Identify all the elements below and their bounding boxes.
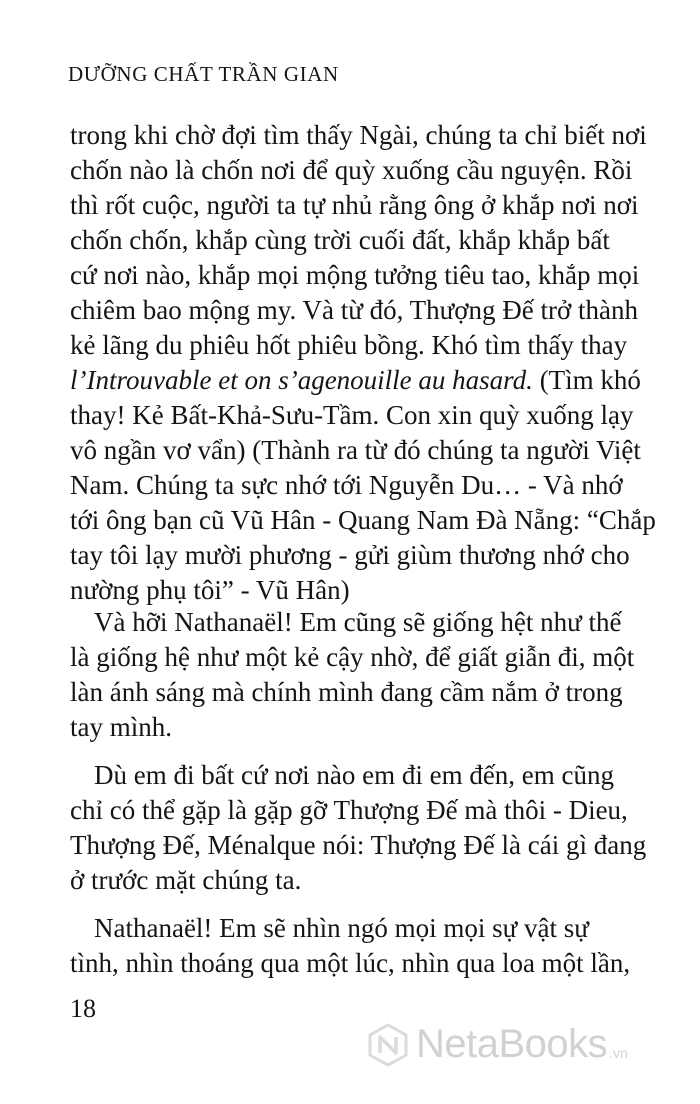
text-line: Nathanaël! Em sẽ nhìn ngó mọi mọi sự vật sự (94, 913, 589, 943)
text-line: chốn nào là chốn nơi để quỳ xuống cầu nguyện. Rồi (70, 155, 633, 185)
watermark (366, 1022, 628, 1067)
paragraph-3 (70, 758, 647, 898)
text-line: Nam. Chúng ta sực nhớ tới Nguyễn Du… - Và nhớ (70, 470, 623, 500)
text-line: là giống hệ như một kẻ cậy nhờ, để giất giẫn đi, một (70, 642, 635, 672)
running-header: DƯỠNG CHẤT TRẦN GIAN (68, 62, 339, 86)
text-line: tình, nhìn thoáng qua một lúc, nhìn qua loa một lần, (70, 948, 631, 978)
text-line: làn ánh sáng mà chính mình đang cầm nắm ở trong (70, 677, 623, 707)
text-line: thì rốt cuộc, người ta tự nhủ rằng ông ở khắp nơi nơi (70, 190, 639, 220)
text-line: thay! Kẻ Bất-Khả-Sưu-Tầm. Con xin quỳ xuống lạy (70, 400, 634, 430)
paragraph-1 (70, 118, 656, 608)
paragraph-4 (70, 911, 630, 981)
text-line-mixed (70, 363, 641, 398)
text-line: tay tôi lạy mười phương - gửi giùm thương nhớ cho (70, 540, 630, 570)
paragraph-2 (70, 605, 635, 745)
text-line: cứ nơi nào, khắp mọi mộng tưởng tiêu tao, khắp mọi (70, 260, 640, 290)
text-line: nường phụ tôi” - Vũ Hân) (70, 575, 350, 605)
text-line: Và hỡi Nathanaël! Em cũng sẽ giống hệt như thế (94, 607, 622, 637)
text-line: ở trước mặt chúng ta. (70, 865, 302, 895)
text-line: Thượng Đế, Ménalque nói: Thượng Đế là cái gì đang (70, 830, 647, 860)
text-line: chốn chốn, khắp cùng trời cuối đất, khắp khắp bất (70, 225, 610, 255)
text-line: chiêm bao mộng my. Và từ đó, Thượng Đế trở thành (70, 295, 638, 325)
french-quote: l’Introuvable et on s’agenouille au hasard. (70, 365, 533, 395)
text-line: Dù em đi bất cứ nơi nào em đi em đến, em cũng (94, 760, 615, 790)
text-line: tay mình. (70, 712, 172, 742)
text-fragment: (Tìm khó (532, 365, 641, 395)
text-line: vô ngần vơ vẩn) (Thành ra từ đó chúng ta người Việt (70, 435, 641, 465)
text-line: chỉ có thể gặp là gặp gỡ Thượng Đế mà thôi - Dieu, (70, 795, 628, 825)
watermark-tld: .vn (609, 1045, 628, 1061)
text-line: kẻ lãng du phiêu hốt phiêu bồng. Khó tìm thấy thay (70, 330, 628, 360)
netabooks-logo-icon (366, 1023, 410, 1067)
text-line: trong khi chờ đợi tìm thấy Ngài, chúng ta chỉ biết nơi (70, 120, 647, 150)
text-line: tới ông bạn cũ Vũ Hân - Quang Nam Đà Nẵng: “Chắp (70, 505, 656, 535)
watermark-brand: NetaBooks (416, 1022, 608, 1066)
page-number: 18 (70, 994, 96, 1023)
